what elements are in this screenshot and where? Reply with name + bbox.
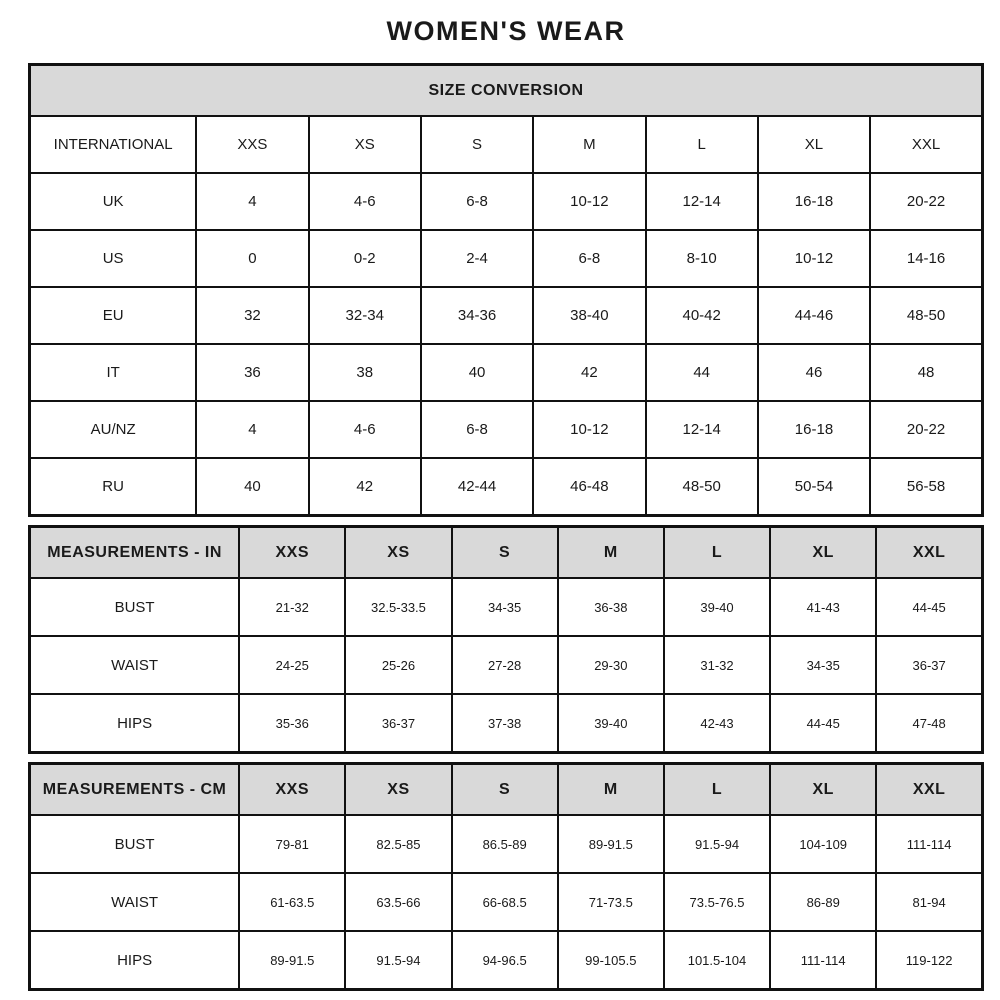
measure-cell: 21-32 [239,578,345,636]
size-cell: 16-18 [758,173,870,230]
size-cell: 8-10 [646,230,758,287]
column-header-xxl: XXL [876,764,982,816]
column-header-xxl: XXL [870,116,982,173]
table-row-bust-cm [30,815,983,873]
size-cell: 48-50 [646,458,758,516]
size-cell: 38 [309,344,421,401]
size-cell: 46 [758,344,870,401]
measure-cell: 82.5-85 [345,815,451,873]
measure-cell: 66-68.5 [452,873,558,931]
size-cell: 32 [196,287,308,344]
size-cell: 42-44 [421,458,533,516]
size-cell: 44 [646,344,758,401]
measure-cell: 47-48 [876,694,982,753]
measurements-in-table [28,525,984,754]
size-cell: 10-12 [758,230,870,287]
measure-cell: 41-43 [770,578,876,636]
column-header-s: S [452,764,558,816]
measurements-in-header-row [30,527,983,579]
measure-cell: 39-40 [664,578,770,636]
size-cell: 14-16 [870,230,982,287]
row-label: US [30,230,197,287]
measure-cell: 29-30 [558,636,664,694]
row-label: WAIST [30,873,240,931]
size-cell: 0-2 [309,230,421,287]
table-row-aunz [30,401,983,458]
size-conversion-header: SIZE CONVERSION [30,65,983,117]
size-cell: 50-54 [758,458,870,516]
size-cell: 4-6 [309,173,421,230]
table-row-uk [30,173,983,230]
column-header-xl: XL [770,527,876,579]
size-cell: 38-40 [533,287,645,344]
size-cell: 4 [196,401,308,458]
size-conversion-table [28,63,984,517]
measure-cell: 94-96.5 [452,931,558,990]
table-row-hips-in [30,694,983,753]
measurements-in-header: MEASUREMENTS - IN [30,527,240,579]
measure-cell: 111-114 [770,931,876,990]
column-header-xxs: XXS [239,764,345,816]
measure-cell: 99-105.5 [558,931,664,990]
size-cell: 40-42 [646,287,758,344]
column-header-m: M [533,116,645,173]
measure-cell: 71-73.5 [558,873,664,931]
size-conversion-columns-row [30,116,983,173]
measurements-cm-table [28,762,984,991]
size-conversion-banner-row [30,65,983,117]
size-cell: 48-50 [870,287,982,344]
column-header-m: M [558,764,664,816]
measure-cell: 44-45 [876,578,982,636]
measure-cell: 44-45 [770,694,876,753]
table-row-waist-cm [30,873,983,931]
size-cell: 46-48 [533,458,645,516]
measure-cell: 79-81 [239,815,345,873]
row-label: HIPS [30,931,240,990]
column-header-s: S [452,527,558,579]
column-header-xxs: XXS [196,116,308,173]
size-cell: 44-46 [758,287,870,344]
measure-cell: 63.5-66 [345,873,451,931]
measure-cell: 73.5-76.5 [664,873,770,931]
size-cell: 16-18 [758,401,870,458]
column-header-xl: XL [770,764,876,816]
column-header-xl: XL [758,116,870,173]
measure-cell: 86-89 [770,873,876,931]
measure-cell: 91.5-94 [664,815,770,873]
size-cell: 20-22 [870,173,982,230]
size-cell: 10-12 [533,401,645,458]
table-row-waist-in [30,636,983,694]
size-cell: 42 [309,458,421,516]
table-row-us [30,230,983,287]
measure-cell: 111-114 [876,815,982,873]
measure-cell: 81-94 [876,873,982,931]
column-header-international: INTERNATIONAL [30,116,197,173]
size-cell: 4-6 [309,401,421,458]
measure-cell: 42-43 [664,694,770,753]
size-cell: 42 [533,344,645,401]
size-cell: 56-58 [870,458,982,516]
size-cell: 40 [196,458,308,516]
table-row-hips-cm [30,931,983,990]
size-cell: 12-14 [646,173,758,230]
measure-cell: 119-122 [876,931,982,990]
measurements-cm-header-row [30,764,983,816]
size-cell: 4 [196,173,308,230]
row-label: IT [30,344,197,401]
measure-cell: 104-109 [770,815,876,873]
column-header-xs: XS [309,116,421,173]
size-cell: 6-8 [533,230,645,287]
column-header-s: S [421,116,533,173]
size-cell: 48 [870,344,982,401]
measure-cell: 91.5-94 [345,931,451,990]
measure-cell: 36-37 [345,694,451,753]
size-cell: 36 [196,344,308,401]
row-label: BUST [30,815,240,873]
measure-cell: 31-32 [664,636,770,694]
column-header-m: M [558,527,664,579]
measure-cell: 27-28 [452,636,558,694]
size-cell: 12-14 [646,401,758,458]
page-title: WOMEN'S WEAR [386,16,626,46]
column-header-l: L [664,764,770,816]
size-cell: 6-8 [421,401,533,458]
measurements-cm-header: MEASUREMENTS - CM [30,764,240,816]
table-row-it [30,344,983,401]
measure-cell: 89-91.5 [558,815,664,873]
measure-cell: 89-91.5 [239,931,345,990]
column-header-xxl: XXL [876,527,982,579]
measure-cell: 86.5-89 [452,815,558,873]
measure-cell: 34-35 [770,636,876,694]
row-label: AU/NZ [30,401,197,458]
measure-cell: 36-37 [876,636,982,694]
size-cell: 34-36 [421,287,533,344]
table-row-eu [30,287,983,344]
measure-cell: 32.5-33.5 [345,578,451,636]
measure-cell: 25-26 [345,636,451,694]
size-cell: 40 [421,344,533,401]
column-header-l: L [664,527,770,579]
size-cell: 32-34 [309,287,421,344]
row-label: EU [30,287,197,344]
row-label: UK [30,173,197,230]
measure-cell: 36-38 [558,578,664,636]
measure-cell: 24-25 [239,636,345,694]
measure-cell: 39-40 [558,694,664,753]
row-label: HIPS [30,694,240,753]
row-label: BUST [30,578,240,636]
column-header-l: L [646,116,758,173]
measure-cell: 101.5-104 [664,931,770,990]
column-header-xs: XS [345,527,451,579]
size-cell: 6-8 [421,173,533,230]
size-cell: 0 [196,230,308,287]
size-cell: 20-22 [870,401,982,458]
row-label: WAIST [30,636,240,694]
measure-cell: 61-63.5 [239,873,345,931]
column-header-xs: XS [345,764,451,816]
table-row-bust-in [30,578,983,636]
row-label: RU [30,458,197,516]
table-row-ru [30,458,983,516]
column-header-xxs: XXS [239,527,345,579]
measure-cell: 34-35 [452,578,558,636]
size-cell: 2-4 [421,230,533,287]
measure-cell: 35-36 [239,694,345,753]
size-cell: 10-12 [533,173,645,230]
measure-cell: 37-38 [452,694,558,753]
